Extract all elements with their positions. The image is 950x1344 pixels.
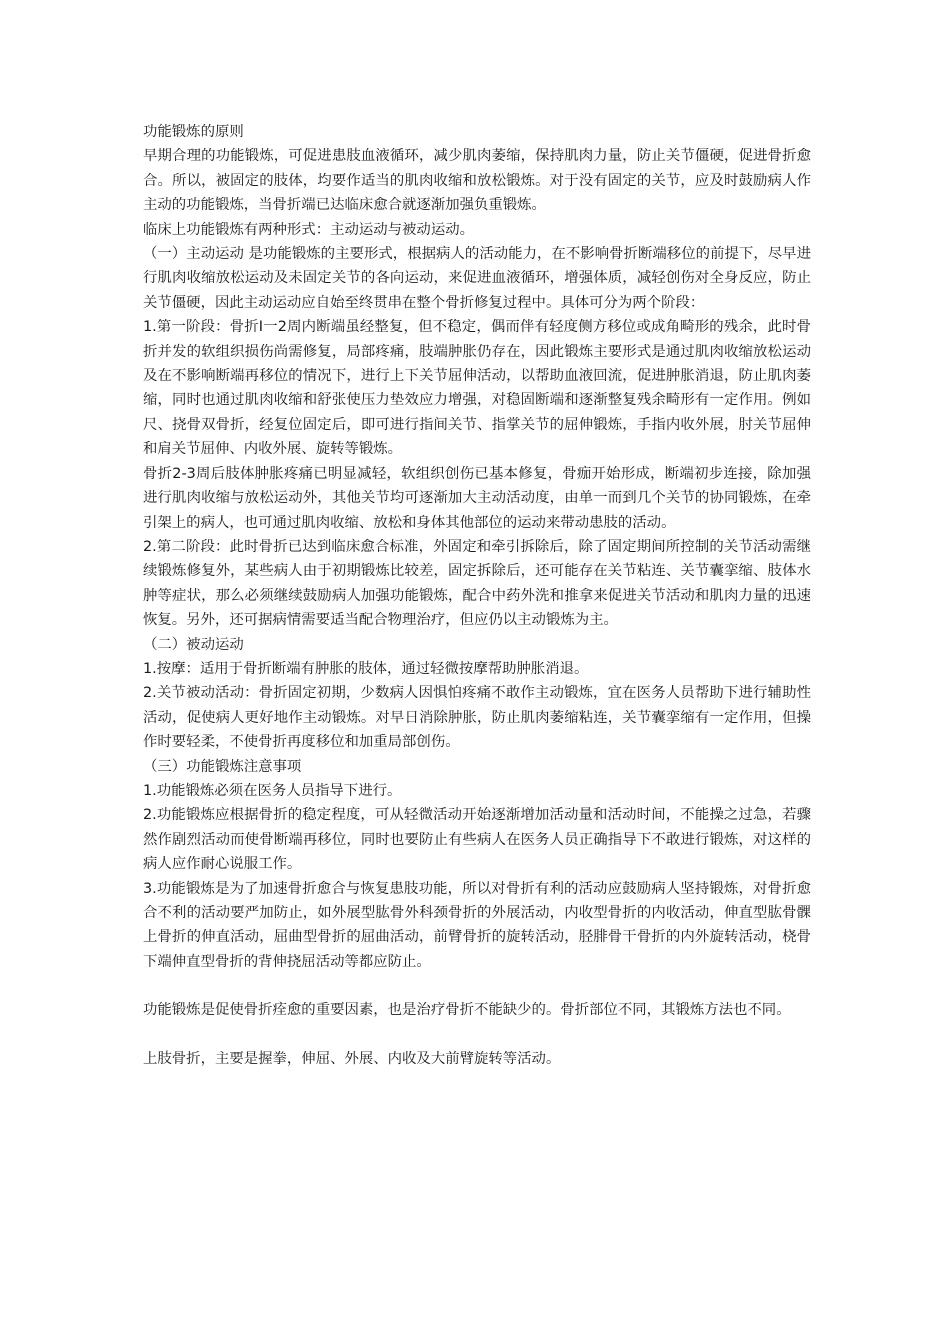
massage-paragraph: 1.按摩：适用于骨折断端有肿胀的肢体，通过轻微按摩帮助肿胀消退。	[143, 660, 589, 677]
active-exercise-paragraph: （一）主动运动 是功能锻炼的主要形式，根据病人的活动能力，在不影响骨折断端移位的前提下，尽早进行肌肉收缩放松运动及未固定关节的各向运动，来促进血液循环，增强体质，减轻创伤对全身反应，防止关节僵硬，因此主动运动应自始至终贯串在整个骨折修复过程中。具体可分为两个阶段：	[143, 246, 811, 311]
intro-paragraph: 早期合理的功能锻炼，可促进患肢血液循环，减少肌肉萎缩，保持肌肉力量，防止关节僵硬，促进骨折愈合。所以，被固定的肢体，均要作适当的肌肉收缩和放松锻炼。对于没有固定的关节，应及时鼓励病人作主动的功能锻炼，当骨折端已达临床愈合就逐渐加强负重锻炼。	[143, 148, 811, 214]
precautions-heading: （三）功能锻炼注意事项	[143, 758, 302, 775]
weeks-2-3-paragraph: 骨折2-3周后肢体肿胀疼痛已明显减轻，软组织创伤已基本修复，骨痂开始形成，断端初步连接，除加强进行肌肉收缩与放松运动外，其他关节均可逐渐加大主动活动度，由单一而到几个关节的协同锻炼，在牵引架上的病人，也可通过肌肉收缩、放松和身体其他部位的运动来带动患肢的活动。	[143, 465, 811, 531]
document-page	[143, 120, 811, 1071]
forms-paragraph: 临床上功能锻炼有两种形式：主动运动与被动运动。	[143, 221, 474, 238]
stage-two-paragraph: 2.第二阶段：此时骨折已达到临床愈合标准，外固定和牵引拆除后，除了固定期间所控制的关节活动需继续锻炼修复外，某些病人由于初期锻炼比较差，固定拆除后，还可能存在关节粘连、关节囊挛缩、肢体水肿等症状，那么必须继续鼓励病人加强功能锻炼，配合中药外洗和推拿来促进关节活动和肌肉力量的迅速恢复。另外，还可据病情需要适当配合物理治疗，但应仍以主动锻炼为主。	[143, 538, 811, 629]
document-title: 功能锻炼的原则	[143, 124, 244, 140]
precaution-3-paragraph: 3.功能锻炼是为了加速骨折愈合与恢复患肢功能，所以对骨折有利的活动应鼓励病人坚持锻炼，对骨折愈合不利的活动要严加防止，如外展型肱骨外科颈骨折的外展活动，内收型骨折的内收活动，伸直型肱骨髁上骨折的伸直活动，屈曲型骨折的屈曲活动，前臂骨折的旋转活动，胫腓骨干骨折的内外旋转活动，桡骨下端伸直型骨折的背伸挠屈活动等都应防止。	[143, 880, 811, 970]
passive-exercise-heading: （二）被动运动	[143, 636, 244, 653]
upper-limb-paragraph: 上肢骨折，主要是握拳，伸屈、外展、内收及大前臂旋转等活动。	[143, 1050, 561, 1067]
precaution-2-paragraph: 2.功能锻炼应根据骨折的稳定程度，可从轻微活动开始逐渐增加活动量和活动时间，不能操之过急，若骤然作剧烈活动而使骨断端再移位，同时也要防止有些病人在医务人员正确指导下不敢进行锻炼，对这样的病人应作耐心说服工作。	[143, 807, 811, 873]
joint-passive-paragraph: 2.关节被动活动：骨折固定初期，少数病人因惧怕疼痛不敢作主动锻炼，宜在医务人员帮助下进行辅助性活动，促使病人更好地作主动锻炼。对早日消除肿胀，防止肌肉萎缩粘连，关节囊挛缩有一定作用，但操作时要轻柔，不使骨折再度移位和加重局部创伤。	[143, 685, 811, 751]
precaution-1-paragraph: 1.功能锻炼必须在医务人员指导下进行。	[143, 782, 402, 799]
importance-paragraph: 功能锻炼是促使骨折痊愈的重要因素，也是治疗骨折不能缺少的。骨折部位不同，其锻炼方法也不同。	[143, 1002, 791, 1019]
stage-one-paragraph: 1.第一阶段：骨折Ⅰ一2周内断端虽经整复，但不稳定，偶而伴有轻度侧方移位或成角畸形的残余，此时骨折并发的软组织损伤尚需修复，局部疼痛，肢端肿胀仍存在，因此锻炼主要形式是通过肌肉收缩放松运动及在不影响断端再移位的情况下，进行上下关节屈伸活动，以帮助血液回流，促进肿胀消退，防止肌肉萎缩，同时也通过肌肉收缩和舒张使压力垫效应力增强，对稳固断端和逐渐整复残余畸形有一定作用。例如尺、挠骨双骨折，经复位固定后，即可进行指间关节、指掌关节的屈伸锻炼，手指内收外展，肘关节屈伸和肩关节屈伸、内收外展、旋转等锻炼。	[143, 319, 811, 458]
